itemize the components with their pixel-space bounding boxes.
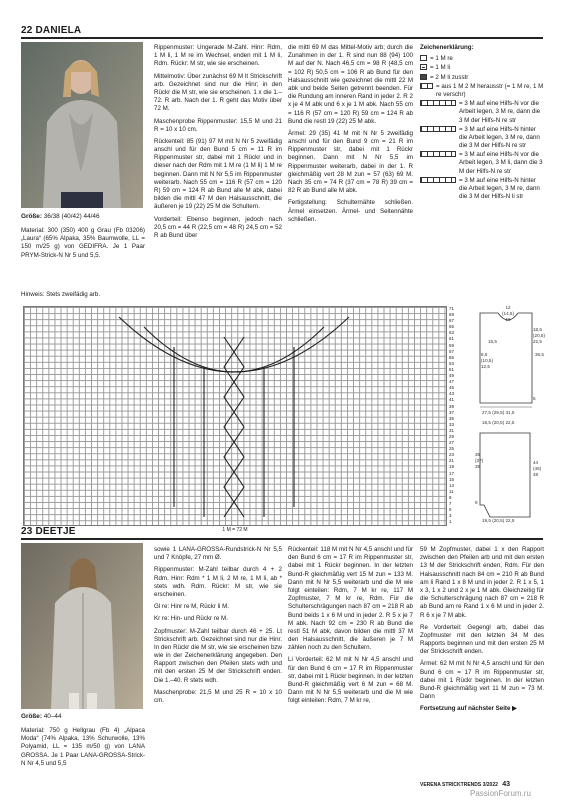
continue-link[interactable]: Fortsetzung auf nächster Seite ▶ xyxy=(420,705,517,713)
knit-symbol-icon xyxy=(420,55,427,61)
sleeve-width-dim: 19,5 (20,5) 22,5 xyxy=(482,518,515,523)
instructions-column-4 xyxy=(420,546,544,718)
legend-item: = 3 M auf eine Hilfs-N hinter die Arbeit legen, 3 M re, dann die 3 M der Hilfs-N re str xyxy=(420,126,544,151)
paragraph: Rippenmuster: Ungerade M-Zahl. Hinr: Rdm, 1 M li, 1 M re im Wechsel, enden mit 1 M li, Rdm. Rückr: M str, wie sie erscheinen. xyxy=(154,44,282,68)
legend-item: = 1 M re xyxy=(420,55,544,63)
model-photo-daniela xyxy=(21,42,143,208)
paragraph: 59 M Zopfmuster, dabei 1 x den Rapport zwischen den Pfeilen arb und mit den ersten 13 M der Strickschrift enden, Rdm. Für den Halsausschnitt nach 84 cm = 210 R ab Bund am li Rand 1 x 8 M und in jeder 2. R 1 x 5, 1 x 3, 1 x 2 und 2 x je 1 M abk. Gleichzeitig für die Schulterschrägung nach 87 cm = 218 R ab Bund am re Rand 1 x 6 M und in jeder 2. R 6 x je 7 M abk. xyxy=(420,546,544,619)
size-line xyxy=(21,213,151,221)
paragraph: sowie 1 LANA-GROSSA-Rundstrick-N Nr 5,5 und 7 Knöpfe, 27 mm Ø. xyxy=(154,546,282,562)
paragraph: Rippenmuster: M-Zahl teilbar durch 4 + 2 Rdm. Hinr: Rdm * 1 M li, 2 M re, 1 M li, ab * stets wdh. Rdm. Rückr: M str, wie sie erscheinen. xyxy=(154,566,282,598)
paragraph: Rückenteil: 118 M mit N Nr 4,5 anschl und für den Bund 6 cm = 17 R im Rippenmuster str, dabei mit 1 Rückr beginnen. In der letzten Bund-R gleichmäßig vert 15 M zun = 133 M. Dann mit N Nr 5,5 weiterarb und die M wie folgt einteilen: Rdm, 7 M kr re, 117 M Zopfmuster, 7 M kr re, Rdm. Für die Schulterschrägungen nach 87 cm = 218 R ab Bund beids 1 x 6 M und in jeder 2. R 5 x je 7 M abk. Nach 92 cm = 230 R ab Bund die restl 51 M abk, davon bilden die mittl 37 M den Halsausschnitt, die äußeren je 7 M zählen noch zu den Schultern. xyxy=(288,546,413,652)
chart-repeat-label: 1 M = 72 M xyxy=(222,527,248,533)
model-photo-deetje xyxy=(21,543,143,709)
instructions-column-2 xyxy=(154,44,282,244)
section-divider xyxy=(21,538,543,540)
legend-item: = 3 M auf eine Hilfs-N vor die Arbeit legen, 3 M li, dann die 3 M der Hilfs-N re str xyxy=(420,151,544,176)
material-paragraph: Material: 300 (350) 400 g Grau (Fb 03206) „Laura“ (65% Alpaka, 35% Baumwolle, LL = 150 m/25 g) von GEDIFRA. Je 1 Paar PRYM-Strick-N Nr 5 und 5,5. xyxy=(21,227,145,259)
cable-front-symbol-icon xyxy=(420,100,456,106)
cable-back-symbol-icon xyxy=(420,126,456,132)
paragraph: Ärmel: 62 M mit N Nr 4,5 anschl und für den Bund 6 cm = 17 R im Rippenmuster str, dabei mit 1 Rückr beginnen. In der letzten Bund-R gleichmäßig vert 11 M zun = 73 M. Dann xyxy=(420,660,544,701)
paragraph: Kr re: Hin- und Rückr re M. xyxy=(154,615,228,623)
legend-item: = 1 M li xyxy=(420,64,544,72)
cable-front-purl-symbol-icon xyxy=(420,151,456,157)
sleeve-top-dim: 18,5 (20,5) 22,5 xyxy=(482,420,515,425)
paragraph: Li Vorderteil: 62 M mit N Nr 4,5 anschl und für den Bund 6 cm = 17 R im Rippenmuster str, dabei mit 1 Rückr beginnen. In der letzten Bund-R gleichmäßig vert 6 M zun = 68 M. Dann mit N Nr 5,5 weiterarb und die M wie folgt einteilen: Rdm, 7 M kr re, xyxy=(288,656,413,705)
purl-symbol-icon xyxy=(420,64,427,70)
sleeve-left-dim: 35 (37) 39 xyxy=(475,452,484,470)
photo-illustration xyxy=(21,42,143,208)
section-divider xyxy=(21,37,543,39)
paragraph: Mittelmotiv: Über zunächst 69 M lt Strickschrift arb. Gezeichnet sind nur die Hinr; in den Rückr die M str, wie sie erscheinen. 1 x die 1.–72. R arb. Nach der 1. R geht das Motiv über 72 M. xyxy=(154,72,282,113)
chart-row-numbers: 71 69 67 65 63 61 59 57 55 53 51 49 47 45 43 41 39 37 35 33 31 29 27 25 23 21 19 17 15 13 11 9 7 5 3 1 xyxy=(449,306,454,525)
cable-back-purl-symbol-icon xyxy=(420,177,456,183)
legend-item: = 3 M auf eine Hilfs-N vor die Arbeit legen, 3 M re, dann die 3 M der Hilfs-N re str xyxy=(420,100,544,125)
hint-text: Hinweis: Stets zweifädig arb. xyxy=(21,291,101,298)
size-label: Größe: xyxy=(21,213,42,220)
magazine-name: VERENA STRICKTRENDS 3/2022 xyxy=(420,782,498,788)
schem-top-dim: 12 (14,5) 16 xyxy=(501,305,514,323)
schem-width-dim: 27,5 (29,5) 31,5 xyxy=(482,410,515,415)
section-title-deetje: 23 DEETJE xyxy=(21,526,76,537)
knitting-chart xyxy=(23,306,447,526)
sleeve-right-dim: 44 (46) 48 xyxy=(533,460,542,478)
size-value: 36/38 (40/42) 44/46 xyxy=(43,213,100,220)
schem-middle-dim: 36,5 xyxy=(535,352,544,357)
material-text: Material: 750 g Hellgrau (Fb 4) „Alpaca Moda“ (74% Alpaka, 13% Schurwolle, 13% Polyamid, LL = 135 m/50 g) von LANA GROSSA. Je 1 Paar LANA-GROSSA-Strick-N Nr 4,5 und 5,5 xyxy=(21,727,145,767)
paragraph: Rückenteil: 85 (91) 97 M mit N Nr 5 zweifädig anschl und für den Bund 5 cm = 11 R im Rippenmuster str, dabei mit 1 Rückr und in dieser nach der Rdm mit 1 M re (1 M li) 1 M re beginnen. Dann mit N Nr 5,5 im Rippenmuster weiterarb. Nach 55 cm = 116 R (57 cm = 120 R) 59 cm = 124 R ab Bund alle M abk, dabei bilden die mittl 47 M den Halsausschnitt, die äußeren je 19 (22) 25 M die Schultern. xyxy=(154,137,282,211)
schem-mid-left-dim: 8,5 (10,5) 12,5 xyxy=(481,352,494,370)
legend-title: Zeichenerklärung: xyxy=(420,44,474,51)
size-label: Größe: xyxy=(21,713,42,720)
legend xyxy=(420,44,544,202)
instructions-column-3 xyxy=(288,44,413,228)
page-number: 43 xyxy=(502,781,511,788)
paragraph: Re Vorderteil: Gegengl arb, dabei das Zopfmuster mit den letzten 34 M des Rapports beginnen und mit den ersten 25 M der Strickschrift enden. xyxy=(420,623,544,656)
paragraph: Gl re: Hinr re M, Rückr li M. xyxy=(154,603,229,611)
watermark: PassionForum.ru xyxy=(470,789,531,798)
paragraph: Vorderteil: Ebenso beginnen, jedoch nach 20,5 cm = 44 R (22,5 cm = 48 R) 24,5 cm = 52 R ab Bund über xyxy=(154,215,282,239)
paragraph: Ärmel: 29 (35) 41 M mit N Nr 5 zweifädig anschl und für den Bund 9 cm = 21 R im Rippenmuster str, dabei mit 1 Rückr beginnen. Dann mit N Nr 5,5 im Rippenmuster weiterarb, dabei in der 1. R gleichmäßig vert 28 M zun = 57 (63) 69 M. Nach 35 cm = 74 R (37 cm = 78 R) 39 cm = 82 R ab Bund alle M abk. xyxy=(288,129,413,195)
paragraph: Fertigstellung: Schulternähte schließen. Ärmel einsetzen. Ärmel- und Seitennähte schließen. xyxy=(288,199,413,223)
legend-item: = aus 1 M 2 M herausstr (= 1 M re, 1 M re verschr) xyxy=(420,83,544,99)
page-footer xyxy=(420,780,510,789)
instructions-column-3 xyxy=(288,546,413,710)
increase-symbol-icon xyxy=(420,83,433,89)
legend-item: = 2 M li zusstr xyxy=(420,74,544,82)
sleeve-small-dim: 9 xyxy=(475,500,478,505)
size-line xyxy=(21,713,151,721)
cable-motif xyxy=(24,307,448,527)
material-text xyxy=(21,227,145,264)
photo-illustration xyxy=(21,543,143,709)
p2tog-symbol-icon xyxy=(420,74,427,80)
paragraph: Maschenprobe Rippenmuster: 15,5 M und 21 R = 10 x 10 cm. xyxy=(154,117,282,133)
section-title-daniela: 22 DANIELA xyxy=(21,25,82,36)
paragraph: die mittl 69 M das Mittel-Motiv arb; durch die Zunahmen in der 1. R sind nun 88 (94) 100 M auf der N. Nach 46,5 cm = 98 R (48,5 cm = 102 R) 50,5 cm = 106 R ab Bund für den Halsausschnitt wie gezeichnet die mittl 22 M abk und beide Seiten getrennt beenden. Für die Rundung am inneren Rand in jeder 2. R 2 x je 4 M abk und 6 x je 1 M abk. Nach 55 cm = 116 R (57 cm = 120 R) 59 cm = 124 R ab Bund die restl 19 (22) 25 M abk. xyxy=(288,44,413,125)
size-value: 40–44 xyxy=(43,713,62,720)
paragraph: Maschenprobe: 21,5 M und 25 R = 10 x 10 cm. xyxy=(154,688,282,704)
instructions-column-2 xyxy=(154,546,282,709)
paragraph: Zopfmuster: M-Zahl teilbar durch 46 + 25. Lt Strickschrift arb. Gezeichnet sind nur die Hinr. In den Rückr die M str, wie sie erscheinen bzw wie in der Zeichenerklärung angegeben. Den Rapport zwischen den Pfeilen stets wdh und mit den ersten 25 M der Strickschrift enden. Die 1.–40. R stets wdh. xyxy=(154,627,282,684)
legend-item: = 3 M auf eine Hilfs-N hinter die Arbeit legen, 3 M re, dann die 3 M der Hilfs-N li str xyxy=(420,177,544,202)
schem-bottom-dim: 5 xyxy=(533,396,536,401)
schem-right-top-dim: 18,5 (20,5) 22,5 xyxy=(533,327,546,345)
schem-left-dim: 15,5 xyxy=(488,339,497,344)
